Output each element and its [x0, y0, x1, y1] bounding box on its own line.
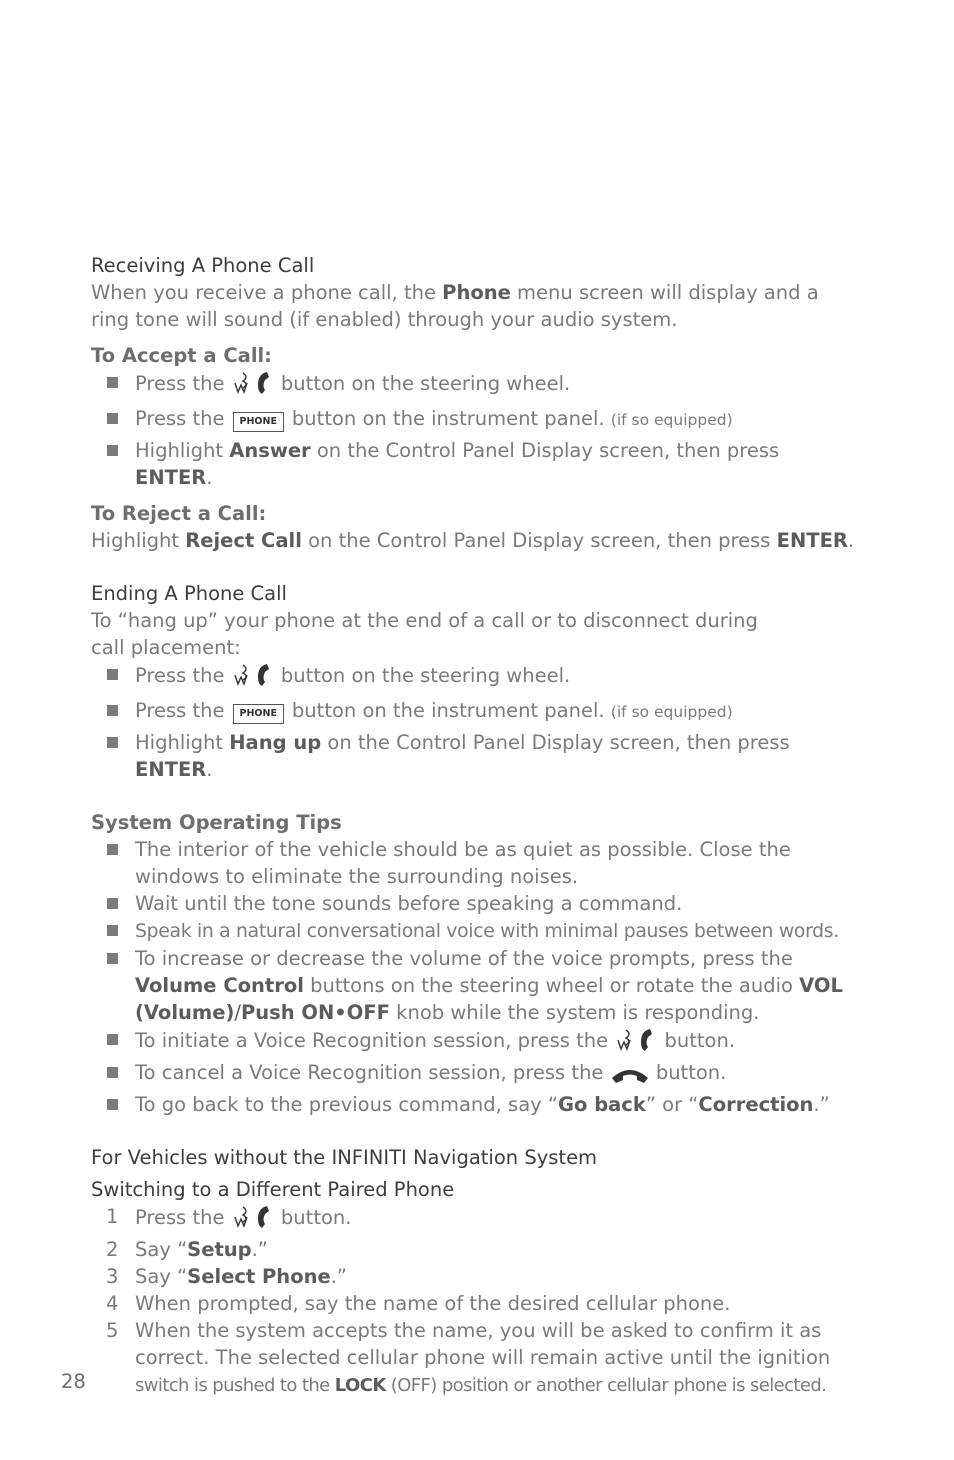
list-item: Highlight Answer on the Control Panel Display screen, then press ENTER. — [91, 437, 861, 491]
ending-call-list — [91, 661, 861, 783]
list-item: Press the PHONE button on the instrument panel. (if so equipped) — [91, 402, 861, 437]
list-item: The interior of the vehicle should be as quiet as possible. Close the windows to eliminate the surrounding noises. — [91, 836, 861, 890]
step-item: 5 When the system accepts the name, you will be asked to confirm it as correct. The selected cellular phone will remain active until the ignition switch is pushed to the LOCK (OFF) position or another cellular phone is selected. — [106, 1319, 831, 1396]
bullet-square — [107, 1034, 118, 1045]
bullet-square — [107, 669, 118, 680]
section-heading-no-nav: For Vehicles without the INFINITI Navigation System — [91, 1146, 598, 1169]
talk-button-icon — [231, 369, 275, 402]
list-item: Speak in a natural conversational voice with minimal pauses between words. — [91, 917, 861, 945]
switch-phone-steps — [91, 1203, 861, 1399]
tips-heading: System Operating Tips — [91, 811, 342, 834]
list-item: To cancel a Voice Recognition session, press the button. — [91, 1059, 861, 1091]
step-item: 1 Press the button. — [91, 1203, 861, 1236]
hang-up-icon — [610, 1064, 650, 1091]
section-heading-ending: Ending A Phone Call — [91, 582, 287, 605]
list-item: To go back to the previous command, say “Go back” or “Correction.” — [91, 1091, 861, 1118]
talk-button-icon — [614, 1026, 658, 1059]
accept-call-list — [91, 369, 861, 491]
talk-button-icon — [231, 661, 275, 694]
switch-phone-subheading: Switching to a Different Paired Phone — [91, 1178, 455, 1201]
step-item: 2 Say “Setup.” — [106, 1238, 268, 1261]
ending-intro-line1: To “hang up” your phone at the end of a call or to disconnect during — [91, 609, 758, 632]
receiving-intro: When you receive a phone call, the Phone menu screen will display and a ring tone will sound (if enabled) through your audio system. — [91, 281, 819, 331]
manual-page — [91, 252, 861, 1399]
accept-call-heading: To Accept a Call: — [91, 344, 272, 367]
list-item: Wait until the tone sounds before speaking a command. — [91, 890, 861, 917]
bullet-square — [107, 1099, 118, 1110]
section-heading-receiving: Receiving A Phone Call — [91, 254, 315, 277]
bullet-square — [107, 377, 118, 388]
list-item: Press the PHONE button on the instrument panel. (if so equipped) — [91, 694, 861, 729]
step-item: 3 Say “Select Phone.” — [106, 1265, 348, 1288]
tips-list — [91, 836, 861, 1118]
list-item: To increase or decrease the volume of the voice prompts, press the Volume Control buttons on the steering wheel or rotate the audio VOL (Volume)/Push ON•OFF knob while the system is responding. — [91, 945, 861, 1026]
bullet-square — [107, 737, 118, 748]
page-number: 28 — [61, 1370, 86, 1393]
phone-key-icon: PHONE — [233, 704, 284, 724]
reject-call-text: Highlight Reject Call on the Control Panel Display screen, then press ENTER. — [91, 529, 855, 552]
list-item: To initiate a Voice Recognition session, press the button. — [91, 1026, 861, 1059]
bullet-square — [107, 844, 118, 855]
bullet-square — [107, 413, 118, 424]
bullet-square — [107, 925, 118, 936]
bullet-square — [107, 1067, 118, 1078]
bullet-square — [107, 445, 118, 456]
list-item: Press the button on the steering wheel. — [91, 369, 861, 402]
talk-button-icon — [231, 1203, 275, 1236]
list-item: Press the button on the steering wheel. — [91, 661, 861, 694]
step-item: 4 When prompted, say the name of the desired cellular phone. — [106, 1292, 731, 1315]
phone-key-icon: PHONE — [233, 412, 284, 432]
bullet-square — [107, 705, 118, 716]
bullet-square — [107, 953, 118, 964]
bullet-square — [107, 898, 118, 909]
list-item: Highlight Hang up on the Control Panel Display screen, then press ENTER. — [91, 729, 861, 783]
ending-intro-line2: call placement: — [91, 636, 241, 659]
reject-call-heading: To Reject a Call: — [91, 502, 267, 525]
